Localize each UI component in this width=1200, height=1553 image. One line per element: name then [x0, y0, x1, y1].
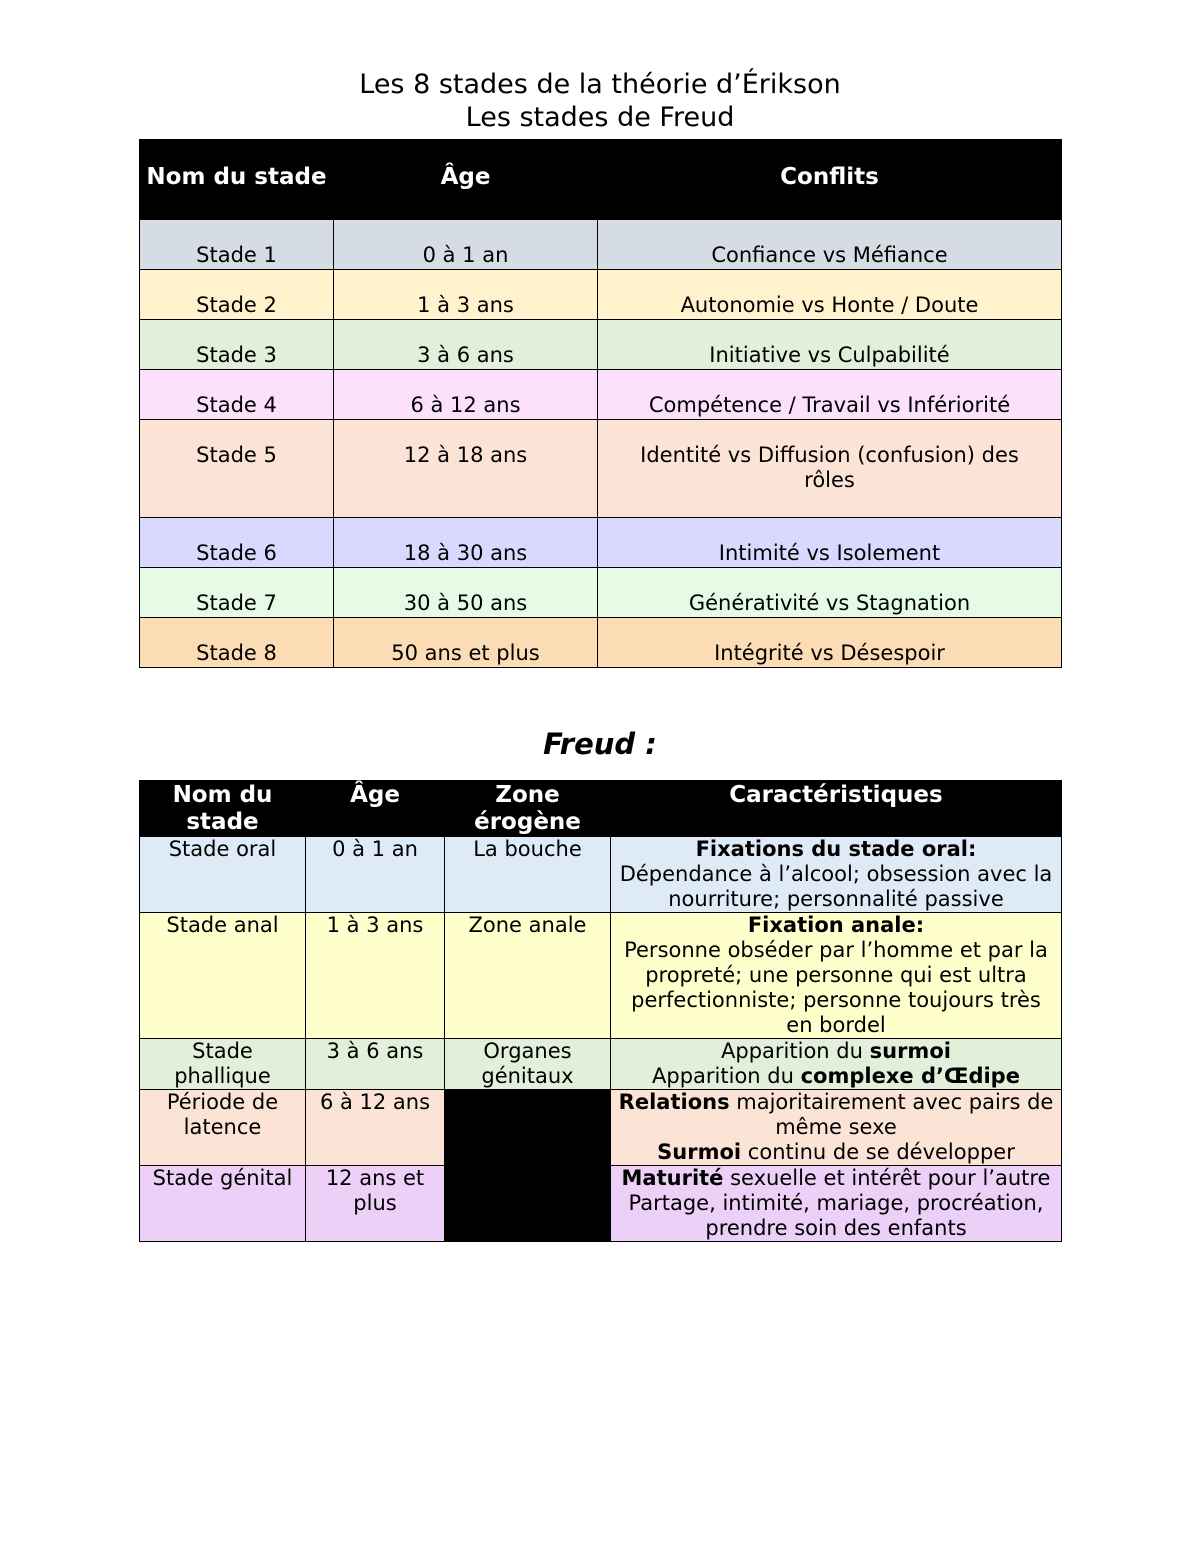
age-cell: 6 à 12 ans — [306, 1090, 445, 1166]
stage-cell: Stade génital — [140, 1166, 306, 1242]
age-cell: 6 à 12 ans — [334, 370, 598, 420]
characteristics-cell — [611, 1090, 1062, 1166]
stage-cell: Stade phallique — [140, 1039, 306, 1090]
age-cell: 12 ans et plus — [306, 1166, 445, 1242]
age-cell: 12 à 18 ans — [334, 420, 598, 518]
table-row — [140, 518, 1062, 568]
conflict-cell: Générativité vs Stagnation — [598, 568, 1062, 618]
freud-heading: Freud : — [543, 727, 657, 761]
conflict-cell: Initiative vs Culpabilité — [598, 320, 1062, 370]
conflict-cell: Intimité vs Isolement — [598, 518, 1062, 568]
age-cell: 1 à 3 ans — [334, 270, 598, 320]
header-erogenous-zone: Zone érogène — [445, 781, 611, 837]
stage-cell: Stade 8 — [140, 618, 334, 668]
header-characteristics: Caractéristiques — [611, 781, 1062, 837]
freud-table — [139, 780, 1062, 1242]
characteristics-text: Apparition du — [721, 1039, 870, 1063]
characteristics-text: sexuelle et intérêt pour l’autre Partage, intimité, mariage, procréation, prendre soin des enfants — [628, 1166, 1051, 1240]
characteristics-bold: Relations — [618, 1090, 730, 1114]
conflict-cell: Identité vs Diffusion (confusion) des rôles — [598, 420, 1062, 518]
characteristics-cell — [611, 913, 1062, 1039]
age-cell: 1 à 3 ans — [306, 913, 445, 1039]
stage-cell: Stade 7 — [140, 568, 334, 618]
zone-cell: Zone anale — [445, 913, 611, 1039]
stage-cell: Stade anal — [140, 913, 306, 1039]
characteristics-bold: Surmoi — [657, 1140, 742, 1164]
title-line-1: Les 8 stades de la théorie d’Érikson — [359, 69, 841, 100]
stage-cell: Stade 1 — [140, 220, 334, 270]
zone-cell: Organes génitaux — [445, 1039, 611, 1090]
characteristics-text: Dépendance à l’alcool; obsession avec la nourriture; personnalité passive — [619, 862, 1053, 911]
stage-cell: Stade oral — [140, 837, 306, 913]
table-row — [140, 320, 1062, 370]
zone-cell-empty — [445, 1090, 611, 1242]
conflict-cell: Compétence / Travail vs Infériorité — [598, 370, 1062, 420]
stage-cell: Stade 2 — [140, 270, 334, 320]
characteristics-cell — [611, 837, 1062, 913]
zone-cell: La bouche — [445, 837, 611, 913]
characteristics-bold: surmoi — [869, 1039, 951, 1063]
conflict-cell: Autonomie vs Honte / Doute — [598, 270, 1062, 320]
age-cell: 3 à 6 ans — [334, 320, 598, 370]
header-stage-name: Nom du stade — [140, 781, 306, 837]
characteristics-text: continu de se développer — [741, 1140, 1015, 1164]
stage-cell: Période de latence — [140, 1090, 306, 1166]
header-age: Âge — [334, 140, 598, 220]
age-cell: 0 à 1 an — [334, 220, 598, 270]
characteristics-heading: Fixation anale: — [747, 913, 925, 937]
stage-cell: Stade 3 — [140, 320, 334, 370]
characteristics-cell — [611, 1039, 1062, 1090]
table-row — [140, 913, 1062, 1039]
table-row — [140, 220, 1062, 270]
table-row — [140, 270, 1062, 320]
stage-cell: Stade 5 — [140, 420, 334, 518]
conflict-cell: Intégrité vs Désespoir — [598, 618, 1062, 668]
characteristics-text: Personne obséder par l’homme et par la propreté; une personne qui est ultra perfectionniste; personne toujours très en bordel — [624, 938, 1048, 1037]
table-row — [140, 420, 1062, 518]
table-row — [140, 618, 1062, 668]
table-header-row — [140, 140, 1062, 220]
age-cell: 50 ans et plus — [334, 618, 598, 668]
age-cell: 18 à 30 ans — [334, 518, 598, 568]
table-row — [140, 1039, 1062, 1090]
table-row — [140, 370, 1062, 420]
characteristics-bold: Maturité — [621, 1166, 724, 1190]
header-stage-name: Nom du stade — [140, 140, 334, 220]
erikson-table — [139, 139, 1062, 668]
document-title — [0, 68, 1200, 134]
stage-cell: Stade 6 — [140, 518, 334, 568]
conflict-cell: Confiance vs Méfiance — [598, 220, 1062, 270]
table-header-row — [140, 781, 1062, 837]
header-conflicts: Conflits — [598, 140, 1062, 220]
characteristics-heading: Fixations du stade oral: — [695, 837, 977, 861]
table-row — [140, 568, 1062, 618]
characteristics-text: majoritairement avec pairs de même sexe — [729, 1090, 1054, 1139]
age-cell: 0 à 1 an — [306, 837, 445, 913]
title-line-2: Les stades de Freud — [465, 102, 735, 133]
table-row — [140, 837, 1062, 913]
age-cell: 3 à 6 ans — [306, 1039, 445, 1090]
characteristics-text: Apparition du — [652, 1064, 801, 1088]
characteristics-cell — [611, 1166, 1062, 1242]
age-cell: 30 à 50 ans — [334, 568, 598, 618]
stage-cell: Stade 4 — [140, 370, 334, 420]
table-row — [140, 1090, 1062, 1166]
header-age: Âge — [306, 781, 445, 837]
characteristics-bold: complexe d’Œdipe — [800, 1064, 1020, 1088]
